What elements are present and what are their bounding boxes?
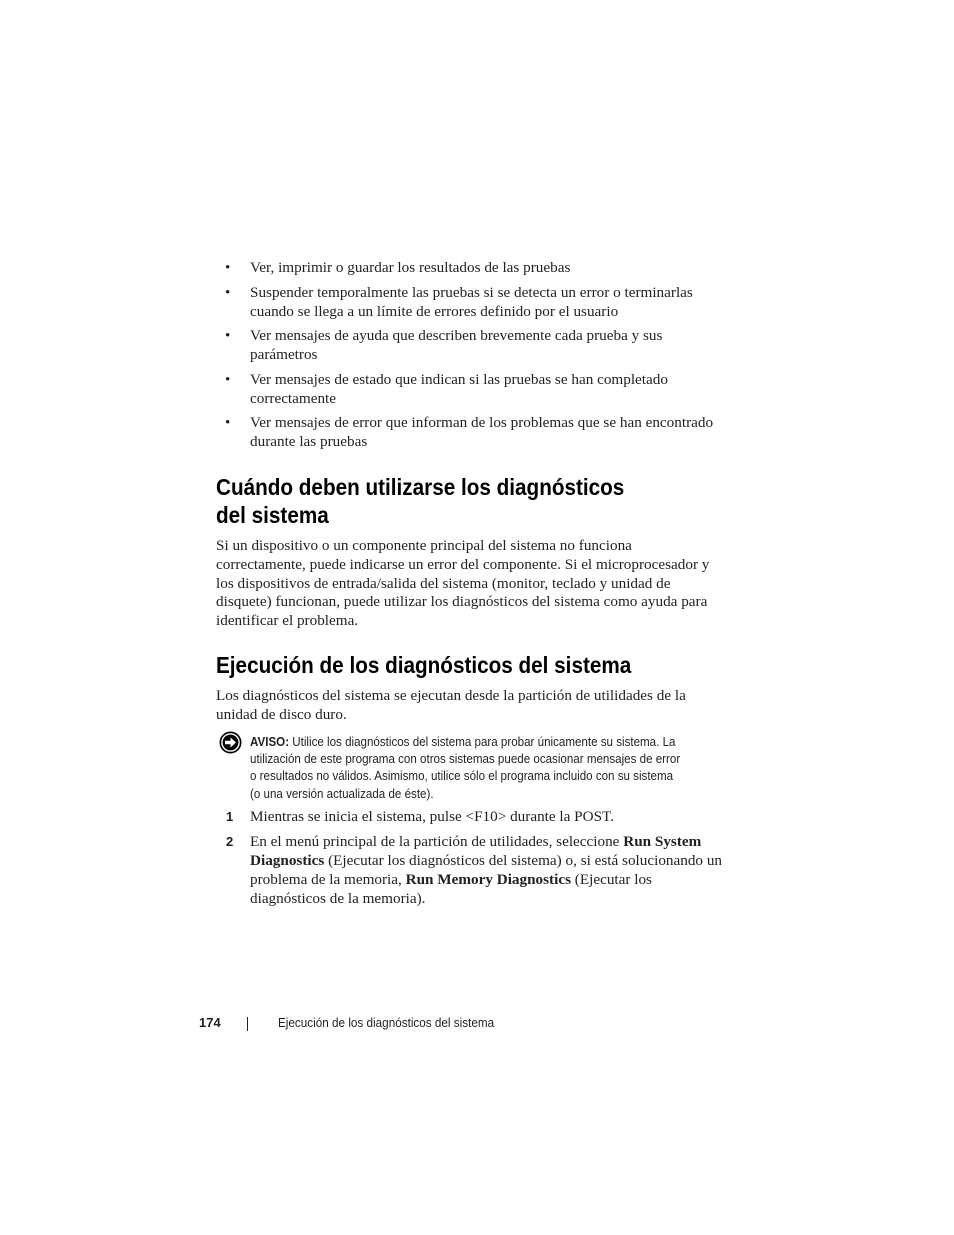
heading-line: Cuándo deben utilizarse los diagnósticos [216, 474, 625, 500]
section-heading-running-diagnostics: Ejecución de los diagnósticos del sistema [216, 652, 632, 678]
page-footer [0, 1015, 954, 1035]
step-text: (Ejecutar los diagnósticos de la memoria). [250, 871, 652, 907]
list-item: • Ver mensajes de error que informan de los problemas que se han encontrado durante las pruebas [225, 414, 714, 450]
notice-label: AVISO: [250, 735, 290, 749]
section-body: Si un dispositivo o un componente principal del sistema no funciona correctamente, puede indicarse un error del componente. Si el microprocesador y los dispositivos de entrada/salida del sistema (monitor, teclado y unidad de disquete) funcionan, puede utilizar los diagnósticos del sistema como ayuda para identificar el problema. [216, 537, 710, 630]
footer-divider [247, 1017, 248, 1031]
feature-bullet-list [223, 258, 723, 457]
section-body: Los diagnósticos del sistema se ejecutan desde la partición de utilidades de la unidad de disco duro. [216, 687, 686, 723]
bullet-text: Ver, imprimir o guardar los resultados de las pruebas [250, 259, 571, 276]
step-text: Mientras se inicia el sistema, pulse <F10> durante la POST. [250, 808, 614, 825]
procedure-steps [226, 807, 726, 914]
bullet-text: Ver mensajes de ayuda que describen brevemente cada prueba y sus parámetros [250, 327, 663, 363]
page-number: 174 [199, 1015, 221, 1030]
menu-option-run-memory-diagnostics: Run Memory Diagnostics [405, 871, 571, 888]
menu-option-run-system-diagnostics: Run System Diagnostics [250, 833, 702, 869]
step-text: En el menú principal de la partición de utilidades, seleccione [250, 833, 624, 850]
list-item [226, 807, 726, 826]
list-item: • Ver mensajes de estado que indican si las pruebas se han completado correctamente [225, 370, 668, 407]
bullet-text: Suspender temporalmente las pruebas si se detecta un error o terminarlas cuando se llega a un límite de errores definido por el usuario [250, 283, 693, 320]
step-number: 2 [226, 834, 234, 849]
footer-title: Ejecución de los diagnósticos del sistema [278, 1016, 495, 1030]
list-item: • Ver mensajes de ayuda que describen brevemente cada prueba y sus parámetros [225, 327, 663, 363]
notice-text [250, 734, 682, 803]
step-text: (Ejecutar los diagnósticos del sistema) o, si está solucionando un problema de la memoria, [250, 852, 723, 888]
list-item [226, 832, 726, 908]
heading-line: del sistema [216, 502, 329, 528]
list-item: • Suspender temporalmente las pruebas si se detecta un error o terminarlas cuando se llega a un límite de errores definido por el usuario [225, 283, 693, 320]
bullet-text: Ver mensajes de estado que indican si las pruebas se han completado correctamente [250, 370, 668, 407]
list-item: • Ver, imprimir o guardar los resultados de las pruebas [225, 259, 571, 276]
notice-body: Utilice los diagnósticos del sistema para probar únicamente su sistema. La utilización de este programa con otros sistemas puede ocasionar mensajes de error o resultados no válidos. Asimismo, utilice sólo el programa incluido con su sistema (o una versión actualizada de éste). [250, 735, 681, 801]
bullet-text: Ver mensajes de error que informan de los problemas que se han encontrado durante las pruebas [250, 414, 714, 450]
step-number: 1 [226, 809, 234, 824]
section-heading-when-to-use [216, 473, 648, 529]
notice-arrow-icon [219, 731, 242, 754]
